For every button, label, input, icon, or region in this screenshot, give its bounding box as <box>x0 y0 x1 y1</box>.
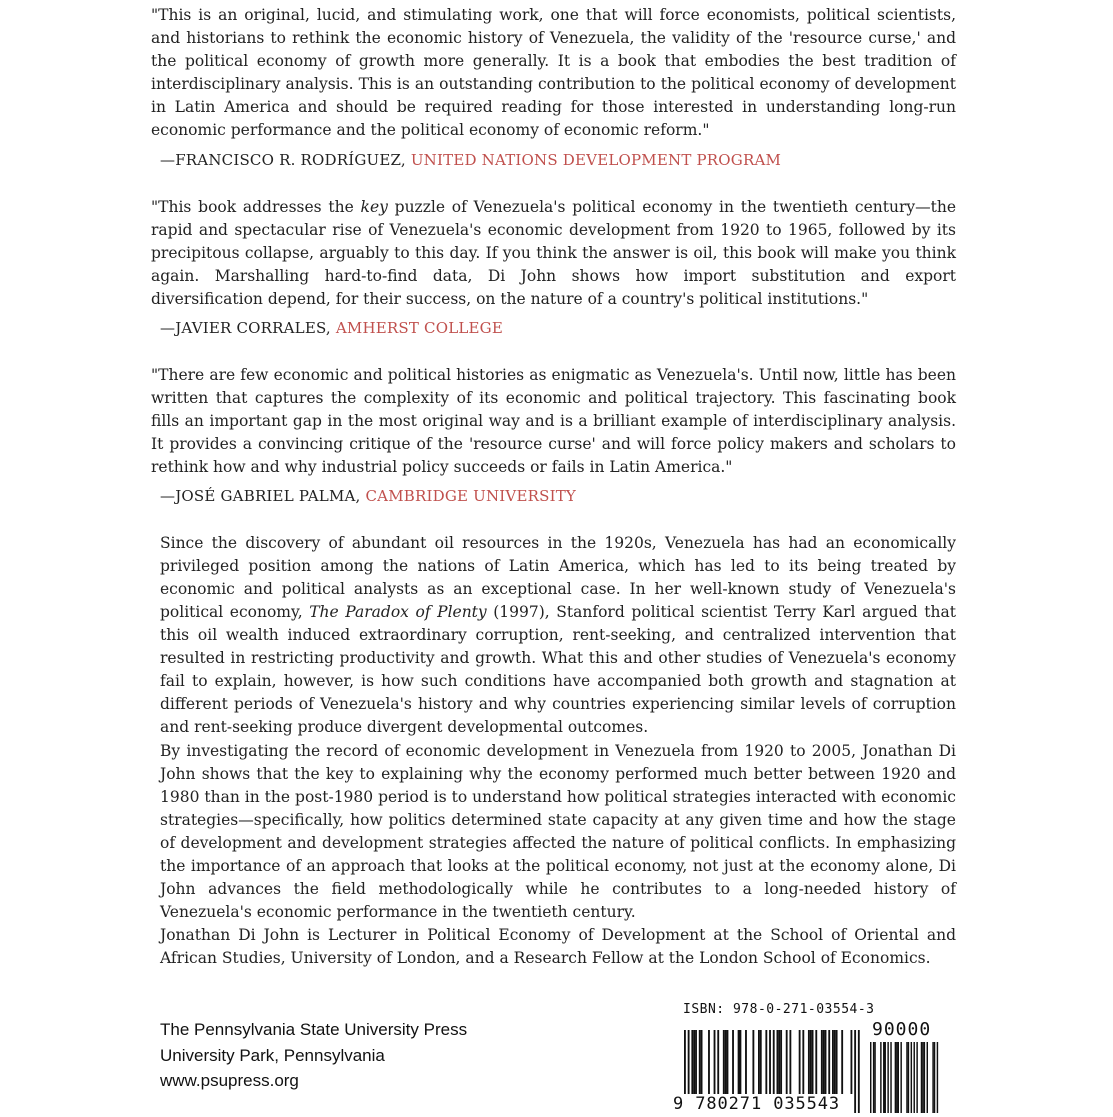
barcode-bar <box>693 1030 695 1094</box>
barcode-addon-bar <box>896 1042 897 1113</box>
barcode-bar <box>799 1030 801 1094</box>
blurb-author: —JOSÉ GABRIEL PALMA, <box>160 487 361 505</box>
barcode-bar <box>854 1030 856 1113</box>
barcode-addon-bar <box>887 1042 888 1113</box>
description-text: (1997), Stanford political scientist Terry Karl argued that this oil wealth induced extraordinary corruption, rent-seeking, and centralized intervention that resulted in restricting productivity and growth. What this and other studies of Venezuela's economy fail to explain, however, is how such conditions have accompanied both growth and stagnation at different periods of Venezuela's history and why countries experiencing similar levels of corruption and rent-seeking produce divergent developmental outcomes. <box>160 603 956 736</box>
quote-emphasis: key <box>360 198 388 216</box>
barcode-bar <box>727 1030 729 1094</box>
barcode-addon-bar <box>870 1042 871 1113</box>
barcode-bar <box>752 1030 754 1094</box>
blurb-rodriguez-quote: "This is an original, lucid, and stimulating work, one that will force economists, political scientists, and historians to rethink the economic history of Venezuela, the validity of the 'resource curse,' and the political economy of growth more generally. It is a book that embodies the best tradition of interdisciplinary analysis. This is an outstanding contribution to the political economy of development in Latin America and should be required reading for those interested in understanding long-run economic performance and the political economy of economic reform." <box>151 6 956 139</box>
blurb-institution: CAMBRIDGE UNIVERSITY <box>365 487 576 505</box>
description-paragraph-1 <box>160 532 956 739</box>
publisher-location: University Park, Pennsylvania <box>160 1045 385 1065</box>
blurb-author: —JAVIER CORRALES, <box>160 319 331 337</box>
barcode-addon-bar <box>880 1042 881 1113</box>
blurb-corrales-attribution <box>160 318 503 338</box>
barcode-addon-bar <box>883 1042 884 1113</box>
barcode-addon-bar <box>932 1042 933 1113</box>
barcode-bar <box>851 1030 853 1094</box>
barcode-bar <box>708 1030 710 1094</box>
blurb-rodriguez-attribution <box>160 150 781 170</box>
barcode-addon-bar <box>885 1042 886 1113</box>
barcode-addon-bar <box>906 1042 907 1113</box>
barcode-bar <box>723 1030 725 1094</box>
barcode-addon-bar <box>874 1042 875 1113</box>
barcode-bar <box>841 1030 843 1094</box>
description-paragraph-2: By investigating the record of economic development in Venezuela from 1920 to 2005, Jonathan Di John shows that the key to explaining why the economy performed much better between 1920 and 1980 than in the post-1980 period is to understand how political strategies interacted with economic strategies—specifically, how politics determined state capacity at any given time and how the stage of development and development strategies affected the nature of political conflicts. In emphasizing the importance of an approach that looks at the political economy, not just at the economy alone, Di John advances the field methodologically while he contributes to a long-needed history of Venezuela's economic performance in the twentieth century. <box>160 742 956 921</box>
barcode-addon-bar <box>895 1042 896 1113</box>
barcode-addon-bar <box>937 1042 938 1113</box>
barcode-bar <box>828 1030 830 1094</box>
blurb-author: —FRANCISCO R. RODRÍGUEZ, <box>160 151 406 169</box>
barcode-bar <box>717 1030 719 1094</box>
barcode-bar <box>777 1030 779 1094</box>
barcode-bar <box>714 1030 716 1094</box>
barcode-bar <box>758 1030 760 1094</box>
barcode-addon-bar <box>911 1042 912 1113</box>
barcode-bar <box>778 1030 780 1094</box>
barcode-bar <box>760 1030 762 1094</box>
barcode-bar <box>815 1030 817 1094</box>
isbn-label: ISBN: 978-0-271-03554-3 <box>683 1002 875 1017</box>
barcode-bar <box>740 1030 742 1094</box>
author-bio: Jonathan Di John is Lecturer in Political Economy of Development at the School of Oriental and African Studies, University of London, and a Research Fellow at the London School of Economics. <box>160 926 956 967</box>
barcode-bar <box>821 1030 823 1094</box>
description-text: Since the discovery of abundant oil resources in the 1920s, Venezuela has had an economically privileged position among the nations of Latin America, which has led to its being treated by economic and political analysts as an exceptional case. In her well-known study of Venezuela's political economy, <box>160 534 956 621</box>
blurb-corrales-quote <box>151 196 956 311</box>
barcode-addon-bar <box>922 1042 923 1113</box>
barcode-bar <box>812 1030 814 1094</box>
quote-text: puzzle of Venezuela's political economy in the twentieth century—the rapid and spectacular rise of Venezuela's economic development from 1920 to 1965, followed by its precipitous collapse, arguably to this day. If you think the answer is oil, this book will make you think again. Marshalling hard-to-find data, Di John shows how import substitution and export diversification depend, for their success, on the nature of a country's political institutions." <box>151 198 956 308</box>
publisher-name: The Pennsylvania State University Press <box>160 1020 468 1039</box>
barcode-bar <box>765 1030 767 1094</box>
barcode-addon-bar <box>908 1042 909 1113</box>
barcode-bar <box>780 1030 782 1094</box>
barcode-bar <box>832 1030 834 1094</box>
barcode-bar <box>789 1030 791 1094</box>
barcode-bar <box>691 1030 693 1094</box>
barcode-addon-bar <box>898 1042 899 1113</box>
barcode-bar <box>825 1030 827 1094</box>
publisher-website: www.psupress.org <box>160 1071 299 1090</box>
blurb-palma-quote: "There are few economic and political histories as enigmatic as Venezuela's. Until now, little has been written that captures the complexity of its economic and political trajectory. This fascinating book fills an important gap in the most original way and is a brilliant example of interdisciplinary analysis. It provides a convincing critique of the 'resource curse' and will force policy makers and scholars to rethink how and why industrial policy succeeds or fails in Latin America." <box>151 366 956 476</box>
barcode-bar <box>858 1030 860 1113</box>
barcode-bar <box>836 1030 838 1094</box>
barcode-bar <box>701 1030 703 1094</box>
barcode-bar <box>810 1030 812 1094</box>
blurb-palma-attribution <box>160 486 576 506</box>
quote-text: "This book addresses the <box>151 198 361 216</box>
barcode-addon-bar <box>873 1042 874 1113</box>
barcode-addon-bar <box>916 1042 917 1113</box>
book-title-reference: The Paradox of Plenty <box>309 603 487 621</box>
barcode-addon-bar <box>924 1042 925 1113</box>
barcode-addon-bar <box>900 1042 901 1113</box>
barcode-bar <box>695 1030 697 1094</box>
barcode-bar <box>823 1030 825 1094</box>
barcode-bar <box>699 1030 701 1094</box>
barcode-addon-bar <box>934 1042 935 1113</box>
publisher-block <box>160 1017 467 1094</box>
blurb-institution: AMHERST COLLEGE <box>335 319 504 337</box>
barcode-addon-bar <box>921 1042 922 1113</box>
barcode-addon-bar <box>890 1042 891 1113</box>
barcode-addon-bar <box>914 1042 915 1113</box>
ean-digits: 9 780271 035543 <box>673 1094 841 1114</box>
barcode-addon-bar <box>927 1042 928 1113</box>
barcode-bar <box>738 1030 740 1094</box>
barcode-bar <box>834 1030 836 1094</box>
barcode-bar <box>745 1030 747 1094</box>
barcode-bar <box>725 1030 727 1094</box>
blurb-institution: UNITED NATIONS DEVELOPMENT PROGRAM <box>410 151 782 169</box>
price-code: 90000 <box>872 1019 932 1040</box>
barcode-bar <box>786 1030 788 1094</box>
barcode-bar <box>732 1030 734 1094</box>
barcode-bar <box>802 1030 804 1094</box>
barcode-bar <box>808 1030 810 1094</box>
